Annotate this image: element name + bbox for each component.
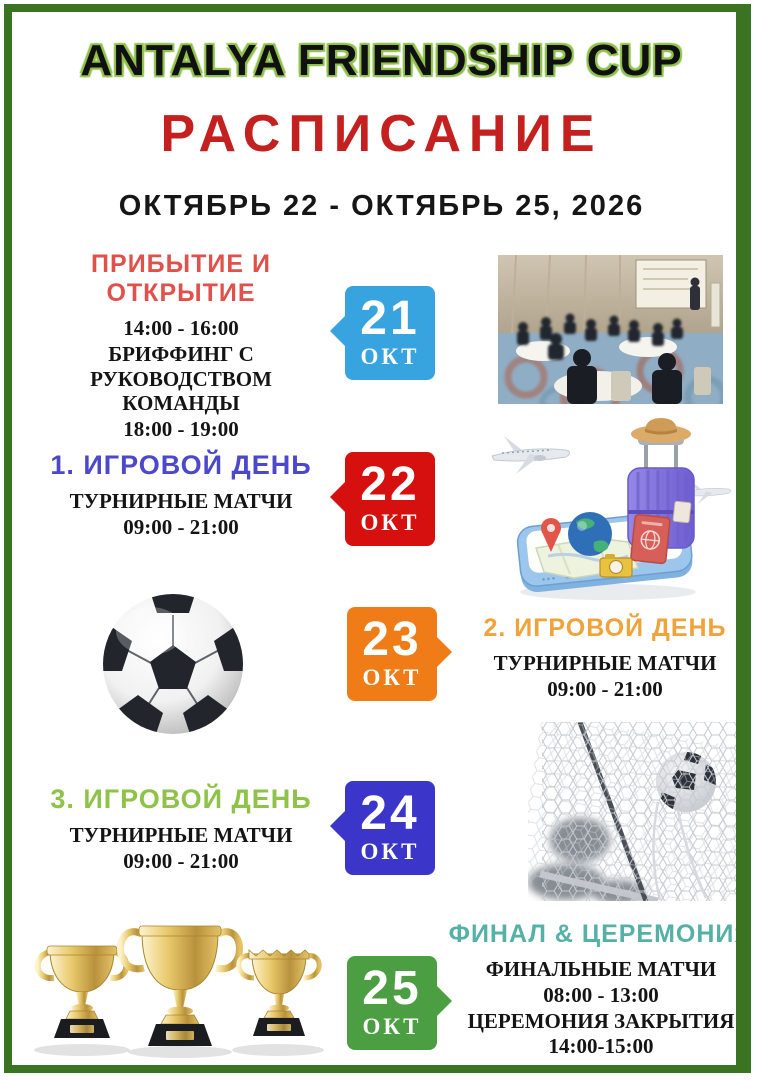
badge-day: 25 [362, 961, 422, 1015]
badge-arrow-icon [436, 636, 452, 668]
passport-icon [631, 514, 671, 563]
soccer-ball-photo [100, 591, 246, 737]
schedule-line: 08:00 - 13:00 [543, 982, 659, 1007]
badge-arrow-icon [330, 481, 346, 513]
schedule-line: ФИНАЛЬНЫЕ МАТЧИ [485, 957, 717, 981]
globe-icon [568, 512, 612, 556]
trophy-icon [38, 946, 127, 1038]
conference-photo-image [498, 255, 723, 404]
section-heading-arrival: ПРИБЫТИЕ И ОТКРЫТИЕ [91, 250, 271, 307]
section-heading-day2: 2. ИГРОВОЙ ДЕНЬ [483, 614, 727, 642]
trophy-icon [239, 950, 320, 1036]
date-badge-oct-22 [345, 452, 435, 546]
page-title: ANTALYA FRIENDSHIP CUP [80, 36, 683, 85]
date-badge-oct-21 [345, 286, 435, 380]
badge-month: ОКТ [362, 665, 422, 691]
date-badge-oct-24 [345, 781, 435, 875]
date-badge-oct-23 [347, 607, 437, 701]
hat-icon [631, 418, 691, 443]
schedule-line: 09:00 - 21:00 [123, 848, 239, 873]
travel-phone-3d-illustration [478, 416, 732, 606]
schedule-line: 14:00 - 16:00 [123, 316, 239, 340]
schedule-line: 09:00 - 21:00 [123, 514, 239, 539]
date-range: ОКТЯБРЬ 22 - ОКТЯБРЬ 25, 2026 [118, 190, 645, 222]
ball-in-goal-net-photo [528, 722, 747, 901]
airplane-icon [492, 436, 570, 474]
date-badge-oct-25 [347, 956, 437, 1050]
badge-arrow-icon [330, 810, 346, 842]
conference-meeting-photo [498, 255, 723, 404]
badge-month: ОКТ [360, 839, 420, 865]
badge-month: ОКТ [360, 510, 420, 536]
section-day2-text [455, 614, 755, 703]
badge-day: 22 [360, 457, 420, 511]
section-final-text [447, 920, 755, 1060]
schedule-line: 14:00-15:00 [548, 1034, 654, 1059]
schedule-line: 18:00 - 19:00 [123, 417, 239, 442]
section-heading-day1: 1. ИГРОВОЙ ДЕНЬ [50, 450, 312, 480]
schedule-line: ТУРНИРНЫЕ МАТЧИ [69, 823, 293, 847]
badge-month: ОКТ [360, 344, 420, 370]
trophy-icon [121, 926, 240, 1046]
schedule-line: БРИФФИНГ С РУКОВОДСТВОМ КОМАНДЫ [90, 341, 272, 416]
goal-net-image [528, 722, 747, 901]
schedule-line: ЦЕРЕМОНИЯ ЗАКРЫТИЯ [467, 1008, 735, 1033]
badge-arrow-icon [330, 315, 346, 347]
section-arrival-text [20, 250, 342, 443]
badge-day: 24 [360, 786, 420, 840]
section-day3-text [20, 784, 342, 875]
section-heading-final: ФИНАЛ & ЦЕРЕМОНИЯ [448, 920, 754, 948]
badge-day: 23 [362, 612, 422, 666]
badge-day: 21 [360, 291, 420, 345]
badge-arrow-icon [436, 985, 452, 1017]
schedule-line: ТУРНИРНЫЕ МАТЧИ [493, 651, 717, 675]
schedule-line: 09:00 - 21:00 [547, 676, 663, 701]
three-gold-trophies-photo [20, 916, 338, 1058]
section-day1-text [20, 450, 342, 541]
trophies-image [20, 916, 338, 1058]
schedule-line: ТУРНИРНЫЕ МАТЧИ [69, 489, 293, 513]
section-heading-day3: 3. ИГРОВОЙ ДЕНЬ [50, 784, 312, 814]
camera-icon [600, 554, 632, 577]
soccer-ball-image [100, 591, 246, 737]
schedule-subtitle: РАСПИСАНИЕ [160, 105, 603, 163]
travel-illustration-image [478, 416, 732, 606]
badge-month: ОКТ [362, 1014, 422, 1040]
